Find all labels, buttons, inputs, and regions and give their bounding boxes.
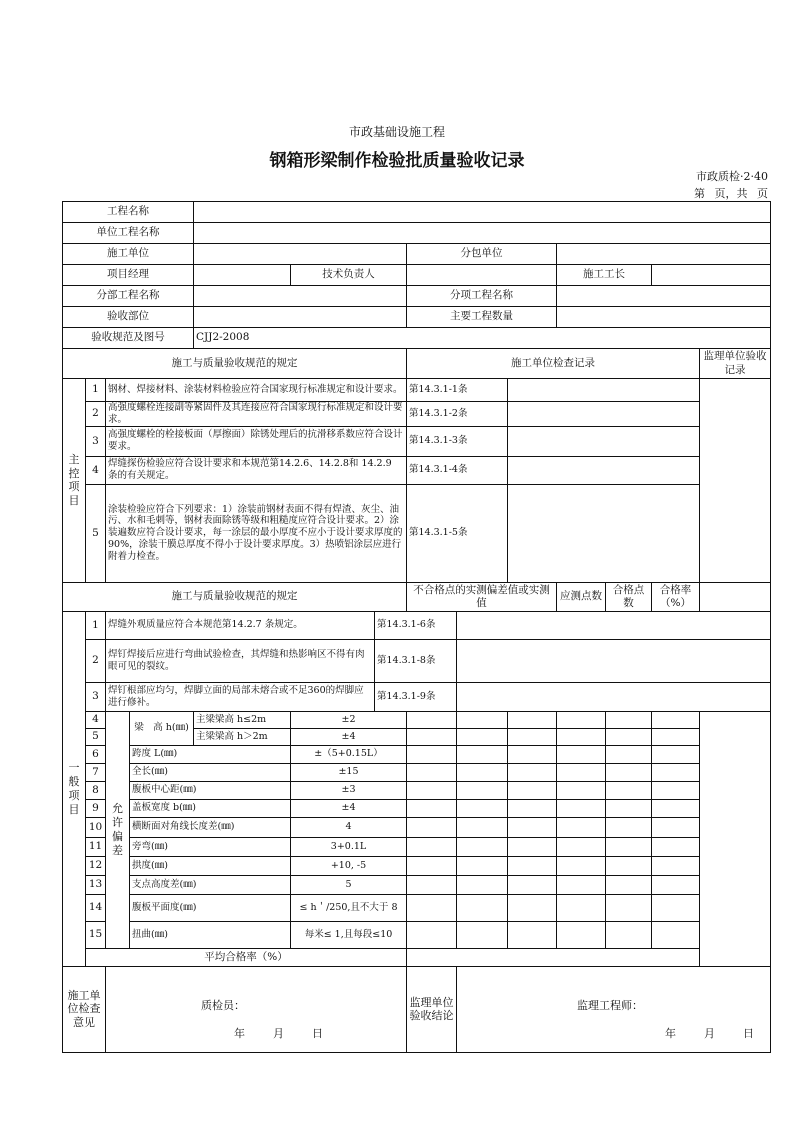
tech-lead-label: 技术负责人 bbox=[291, 265, 407, 286]
rate-header: 合格率（%） bbox=[652, 582, 700, 611]
item-clause-ref: 第14.3.1-4条 bbox=[407, 456, 508, 484]
acceptance-part-label: 验收部位 bbox=[63, 307, 194, 328]
measurement-cell[interactable] bbox=[606, 763, 652, 781]
tolerance-value: +10, -5 bbox=[291, 856, 407, 875]
measurement-cell[interactable] bbox=[407, 837, 457, 856]
measurement-cell[interactable] bbox=[606, 875, 652, 894]
tolerance-value: ±3 bbox=[291, 781, 407, 799]
beam-height-label: 梁 高 h(㎜) bbox=[130, 711, 194, 745]
standard-label: 验收规范及图号 bbox=[63, 328, 194, 349]
measurement-cell[interactable] bbox=[557, 745, 606, 763]
measurement-cell[interactable] bbox=[557, 837, 606, 856]
item-check-record[interactable] bbox=[508, 426, 700, 456]
tolerance-value: 每米≤ 1,且每段≤10 bbox=[291, 921, 407, 948]
item-number: 2 bbox=[86, 639, 106, 682]
item-number: 3 bbox=[86, 682, 106, 711]
general-text-row bbox=[63, 682, 771, 711]
tolerance-row bbox=[63, 781, 771, 799]
measurement-cell[interactable] bbox=[508, 781, 557, 799]
construction-unit-value[interactable] bbox=[194, 244, 407, 265]
tolerance-row bbox=[63, 856, 771, 875]
item-clause-ref: 第14.3.1-1条 bbox=[407, 379, 508, 402]
measurement-cell[interactable] bbox=[606, 728, 652, 745]
measurement-cell[interactable] bbox=[606, 837, 652, 856]
item-requirement: 焊钉焊接后应进行弯曲试验检查，其焊缝和热影响区不得有肉眼可见的裂纹。 bbox=[106, 639, 375, 682]
main-spec-header: 施工与质量验收规范的规定 bbox=[63, 349, 407, 379]
measurement-cell[interactable] bbox=[652, 763, 700, 781]
measurement-cell[interactable] bbox=[508, 875, 557, 894]
construction-date bbox=[220, 1027, 404, 1041]
subitem-label: 分项工程名称 bbox=[407, 286, 557, 307]
measurement-cell[interactable] bbox=[457, 799, 508, 817]
measurement-cell[interactable] bbox=[508, 837, 557, 856]
subcontract-unit-label: 分包单位 bbox=[407, 244, 557, 265]
item-clause-ref: 第14.3.1-6条 bbox=[375, 611, 457, 639]
main-control-header-row bbox=[63, 349, 771, 379]
pass-points-header: 合格点数 bbox=[606, 582, 652, 611]
tolerance-row bbox=[63, 799, 771, 817]
tolerance-row bbox=[63, 894, 771, 921]
signature-row bbox=[63, 966, 771, 1052]
measurement-cell[interactable] bbox=[606, 817, 652, 837]
supervisor-engineer-label: 监理工程师： bbox=[577, 998, 643, 1012]
general-text-row bbox=[63, 611, 771, 639]
row-division bbox=[63, 286, 771, 307]
measurement-cell[interactable] bbox=[457, 894, 508, 921]
item-number: 4 bbox=[86, 711, 106, 728]
subcontract-unit-value[interactable] bbox=[557, 244, 771, 265]
measurement-cell[interactable] bbox=[457, 875, 508, 894]
main-control-row bbox=[63, 402, 771, 427]
tolerance-item-name: 跨度 L(㎜) bbox=[130, 745, 291, 763]
item-number: 1 bbox=[86, 379, 106, 402]
item-check-record[interactable] bbox=[508, 379, 700, 402]
measurement-cell[interactable] bbox=[557, 894, 606, 921]
division-value[interactable] bbox=[194, 286, 407, 307]
average-rate-label: 平均合格率（%） bbox=[86, 948, 407, 966]
measurement-cell[interactable] bbox=[407, 745, 457, 763]
main-check-header: 施工单位检查记录 bbox=[407, 349, 700, 379]
item-check-record[interactable] bbox=[457, 682, 771, 711]
tolerance-value: 4 bbox=[291, 817, 407, 837]
item-number: 6 bbox=[86, 745, 106, 763]
tolerance-row bbox=[63, 745, 771, 763]
construction-opinion-area[interactable] bbox=[106, 966, 407, 1052]
item-requirement: 钢材、焊接材料、涂装材料检验应符合国家现行标准规定和设计要求。 bbox=[106, 379, 407, 402]
row-standard bbox=[63, 328, 771, 349]
item-requirement: 涂装检验应符合下列要求：1）涂装前钢材表面不得有焊渣、灰尘、油污、水和毛刺等，钢材表面除锈等级和粗糙度应符合设计要求。2）涂装遍数应符合设计要求，每一涂层的最小厚度不应小于设计要求厚度的 90%，涂装干膜总厚度不得小于设计要求厚度。3）热喷铝涂层应进行附着力检查。 bbox=[106, 484, 407, 582]
item-number: 10 bbox=[86, 817, 106, 837]
tolerance-value: ±4 bbox=[291, 799, 407, 817]
row-project-manager bbox=[63, 265, 771, 286]
tolerance-row bbox=[63, 921, 771, 948]
tolerance-value: ±（5+0.15L） bbox=[291, 745, 407, 763]
tolerance-value: 3+0.1L bbox=[291, 837, 407, 856]
measurement-cell[interactable] bbox=[606, 921, 652, 948]
item-requirement: 焊缝外观质量应符合本规范第14.2.7 条规定。 bbox=[106, 611, 375, 639]
measurement-cell[interactable] bbox=[508, 894, 557, 921]
measurement-cell[interactable] bbox=[652, 875, 700, 894]
main-quantity-value[interactable] bbox=[557, 307, 771, 328]
measurement-cell[interactable] bbox=[557, 781, 606, 799]
measurement-cell[interactable] bbox=[606, 781, 652, 799]
measurement-cell[interactable] bbox=[652, 745, 700, 763]
date-day: 日 bbox=[312, 1026, 323, 1040]
row-acceptance-part bbox=[63, 307, 771, 328]
measurement-cell[interactable] bbox=[606, 856, 652, 875]
measurement-cell[interactable] bbox=[652, 728, 700, 745]
item-requirement: 高强度螺栓的栓接板面（厚擦面）除锈处理后的抗滑移系数应符合设计要求。 bbox=[106, 426, 407, 456]
measurement-cell[interactable] bbox=[606, 711, 652, 728]
tolerance-value: ±15 bbox=[291, 763, 407, 781]
measurement-cell[interactable] bbox=[457, 728, 508, 745]
tolerance-item-name: 盖板宽度 b(㎜) bbox=[130, 799, 291, 817]
acceptance-part-value[interactable] bbox=[194, 307, 407, 328]
measurement-cell[interactable] bbox=[457, 781, 508, 799]
measurement-cell[interactable] bbox=[457, 921, 508, 948]
average-rate-value[interactable] bbox=[407, 948, 700, 966]
item-number: 5 bbox=[86, 728, 106, 745]
item-requirement: 高强度螺栓连接副等紧固件及其连接应符合国家现行标准规定和设计要求。 bbox=[106, 402, 407, 427]
measurement-cell[interactable] bbox=[407, 856, 457, 875]
tech-lead-value[interactable] bbox=[407, 265, 557, 286]
general-text-row bbox=[63, 639, 771, 682]
measurement-cell[interactable] bbox=[557, 711, 606, 728]
measurement-cell[interactable] bbox=[652, 837, 700, 856]
unit-project-label: 单位工程名称 bbox=[63, 223, 194, 244]
general-spec-header: 施工与质量验收规范的规定 bbox=[63, 582, 407, 611]
measurement-cell[interactable] bbox=[407, 875, 457, 894]
measurement-cell[interactable] bbox=[407, 781, 457, 799]
measurement-cell[interactable] bbox=[457, 837, 508, 856]
measurement-cell[interactable] bbox=[508, 856, 557, 875]
division-label: 分部工程名称 bbox=[63, 286, 194, 307]
measurement-cell[interactable] bbox=[407, 817, 457, 837]
project-manager-label: 项目经理 bbox=[63, 265, 194, 286]
standard-value: CJJ2-2008 bbox=[194, 328, 771, 349]
item-number: 14 bbox=[86, 894, 106, 921]
tolerance-side-label: 允许偏差 bbox=[106, 711, 130, 948]
item-number: 5 bbox=[86, 484, 106, 582]
measurement-cell[interactable] bbox=[652, 894, 700, 921]
item-number: 9 bbox=[86, 799, 106, 817]
tolerance-item-name: 旁弯(㎜) bbox=[130, 837, 291, 856]
tolerance-row bbox=[63, 875, 771, 894]
tolerance-value: 5 bbox=[291, 875, 407, 894]
item-requirement: 焊缝探伤检验应符合设计要求和本规范第14.2.6、14.2.8和 14.2.9 条的有关规定。 bbox=[106, 456, 407, 484]
measurement-cell[interactable] bbox=[606, 745, 652, 763]
item-number: 12 bbox=[86, 856, 106, 875]
construction-unit-label: 施工单位 bbox=[63, 244, 194, 265]
main-control-row bbox=[63, 484, 771, 582]
item-number: 11 bbox=[86, 837, 106, 856]
measurement-cell[interactable] bbox=[407, 711, 457, 728]
measurement-cell[interactable] bbox=[557, 799, 606, 817]
row-unit-project bbox=[63, 223, 771, 244]
tolerance-row bbox=[63, 837, 771, 856]
measurement-cell[interactable] bbox=[652, 711, 700, 728]
tolerance-item-name: 支点高度差(㎜) bbox=[130, 875, 291, 894]
tolerance-value: ±2 bbox=[291, 711, 407, 728]
inspector-label: 质检员： bbox=[201, 998, 245, 1012]
general-supervisor-header bbox=[700, 582, 771, 611]
tolerance-item-name: 主梁梁高 h＞2m bbox=[194, 728, 291, 745]
document-title: 钢箱形梁制作检验批质量验收记录 bbox=[269, 151, 525, 171]
item-number: 15 bbox=[86, 921, 106, 948]
measurement-cell[interactable] bbox=[457, 763, 508, 781]
measurement-cell[interactable] bbox=[606, 799, 652, 817]
general-side-label: 一般项目 bbox=[63, 611, 86, 966]
supervisor-conclusion-label: 监理单位验收结论 bbox=[407, 966, 457, 1052]
page-indicator: 第 页，共 页 bbox=[694, 187, 768, 200]
tolerance-value: ±4 bbox=[291, 728, 407, 745]
foreman-label: 施工工长 bbox=[557, 265, 652, 286]
main-quantity-label: 主要工程数量 bbox=[407, 307, 557, 328]
item-number: 13 bbox=[86, 875, 106, 894]
tolerance-item-name: 横断面对角线长度差(㎜) bbox=[130, 817, 291, 837]
measurement-cell[interactable] bbox=[457, 711, 508, 728]
measurement-cell[interactable] bbox=[557, 875, 606, 894]
unit-project-value[interactable] bbox=[194, 223, 771, 244]
item-clause-ref: 第14.3.1-5条 bbox=[407, 484, 508, 582]
item-check-record[interactable] bbox=[508, 402, 700, 427]
general-header-row bbox=[63, 582, 771, 611]
measurement-cell[interactable] bbox=[407, 728, 457, 745]
tolerance-row bbox=[63, 817, 771, 837]
tolerance-item-name: 主梁梁高 h≤2m bbox=[194, 711, 291, 728]
item-number: 3 bbox=[86, 426, 106, 456]
date-day: 日 bbox=[743, 1026, 754, 1040]
supervisor-conclusion-area[interactable] bbox=[457, 966, 771, 1052]
item-check-record[interactable] bbox=[457, 639, 771, 682]
item-check-record[interactable] bbox=[457, 611, 771, 639]
measurement-cell[interactable] bbox=[557, 817, 606, 837]
measurement-cell[interactable] bbox=[508, 921, 557, 948]
tolerance-row bbox=[63, 763, 771, 781]
item-number: 4 bbox=[86, 456, 106, 484]
measurement-cell[interactable] bbox=[652, 856, 700, 875]
measurement-cell[interactable] bbox=[606, 894, 652, 921]
measurement-cell[interactable] bbox=[652, 817, 700, 837]
measurement-cell[interactable] bbox=[407, 921, 457, 948]
measurement-cell[interactable] bbox=[557, 763, 606, 781]
subitem-value[interactable] bbox=[557, 286, 771, 307]
tolerance-item-name: 腹板平面度(㎜) bbox=[130, 894, 291, 921]
main-control-row bbox=[63, 379, 771, 402]
measurement-cell[interactable] bbox=[557, 921, 606, 948]
main-control-side-label: 主控项目 bbox=[63, 379, 86, 583]
item-number: 1 bbox=[86, 611, 106, 639]
measurement-cell[interactable] bbox=[652, 781, 700, 799]
acceptance-record-table bbox=[62, 201, 771, 1053]
tolerance-item-name: 全长(㎜) bbox=[130, 763, 291, 781]
form-code: 市政质检·2·40 bbox=[696, 170, 768, 183]
construction-opinion-label: 施工单位检查意见 bbox=[63, 966, 106, 1052]
item-clause-ref: 第14.3.1-9条 bbox=[375, 682, 457, 711]
document-subtitle: 市政基础设施工程 bbox=[348, 125, 445, 139]
item-number: 2 bbox=[86, 402, 106, 427]
item-clause-ref: 第14.3.1-3条 bbox=[407, 426, 508, 456]
date-year: 年 bbox=[665, 1026, 676, 1040]
project-manager-value[interactable] bbox=[194, 265, 291, 286]
main-supervisor-record[interactable] bbox=[700, 379, 771, 583]
date-year: 年 bbox=[234, 1026, 245, 1040]
measurement-cell[interactable] bbox=[457, 856, 508, 875]
row-project-name bbox=[63, 202, 771, 223]
measurement-cell[interactable] bbox=[407, 894, 457, 921]
measurement-cell[interactable] bbox=[508, 799, 557, 817]
measurement-cell[interactable] bbox=[652, 799, 700, 817]
item-check-record[interactable] bbox=[508, 456, 700, 484]
measurement-cell[interactable] bbox=[457, 817, 508, 837]
date-month: 月 bbox=[704, 1026, 715, 1040]
measurement-cell[interactable] bbox=[508, 745, 557, 763]
main-control-row bbox=[63, 456, 771, 484]
points-header: 应测点数 bbox=[557, 582, 606, 611]
item-number: 7 bbox=[86, 763, 106, 781]
deviation-header: 不合格点的实测偏差值或实测值 bbox=[407, 582, 557, 611]
measurement-cell[interactable] bbox=[508, 711, 557, 728]
measurement-cell[interactable] bbox=[557, 728, 606, 745]
measurement-cell[interactable] bbox=[407, 799, 457, 817]
foreman-value[interactable] bbox=[652, 265, 771, 286]
tolerance-value: ≤ h＇/250,且不大于 8 bbox=[291, 894, 407, 921]
row-construction-unit bbox=[63, 244, 771, 265]
tolerance-item-name: 腹板中心距(㎜) bbox=[130, 781, 291, 799]
main-control-row bbox=[63, 426, 771, 456]
main-supervisor-header: 监理单位验收记录 bbox=[700, 349, 771, 379]
tolerance-row bbox=[63, 711, 771, 728]
measurement-cell[interactable] bbox=[508, 817, 557, 837]
average-rate-row bbox=[63, 948, 771, 966]
item-clause-ref: 第14.3.1-2条 bbox=[407, 402, 508, 427]
measurement-cell[interactable] bbox=[652, 921, 700, 948]
item-number: 8 bbox=[86, 781, 106, 799]
measurement-cell[interactable] bbox=[508, 728, 557, 745]
measurement-cell[interactable] bbox=[457, 745, 508, 763]
measurement-cell[interactable] bbox=[557, 856, 606, 875]
project-name-value[interactable] bbox=[194, 202, 771, 223]
item-check-record[interactable] bbox=[508, 484, 700, 582]
tolerance-item-name: 拱度(㎜) bbox=[130, 856, 291, 875]
supervisor-date bbox=[651, 1027, 768, 1041]
item-clause-ref: 第14.3.1-8条 bbox=[375, 639, 457, 682]
date-month: 月 bbox=[273, 1026, 284, 1040]
measurement-cell[interactable] bbox=[407, 763, 457, 781]
project-name-label: 工程名称 bbox=[63, 202, 194, 223]
measurement-cell[interactable] bbox=[508, 763, 557, 781]
item-requirement: 焊钉根部应均匀，焊脚立面的局部未熔合或不足360的焊脚应进行修补。 bbox=[106, 682, 375, 711]
tolerance-item-name: 扭曲(㎜) bbox=[130, 921, 291, 948]
